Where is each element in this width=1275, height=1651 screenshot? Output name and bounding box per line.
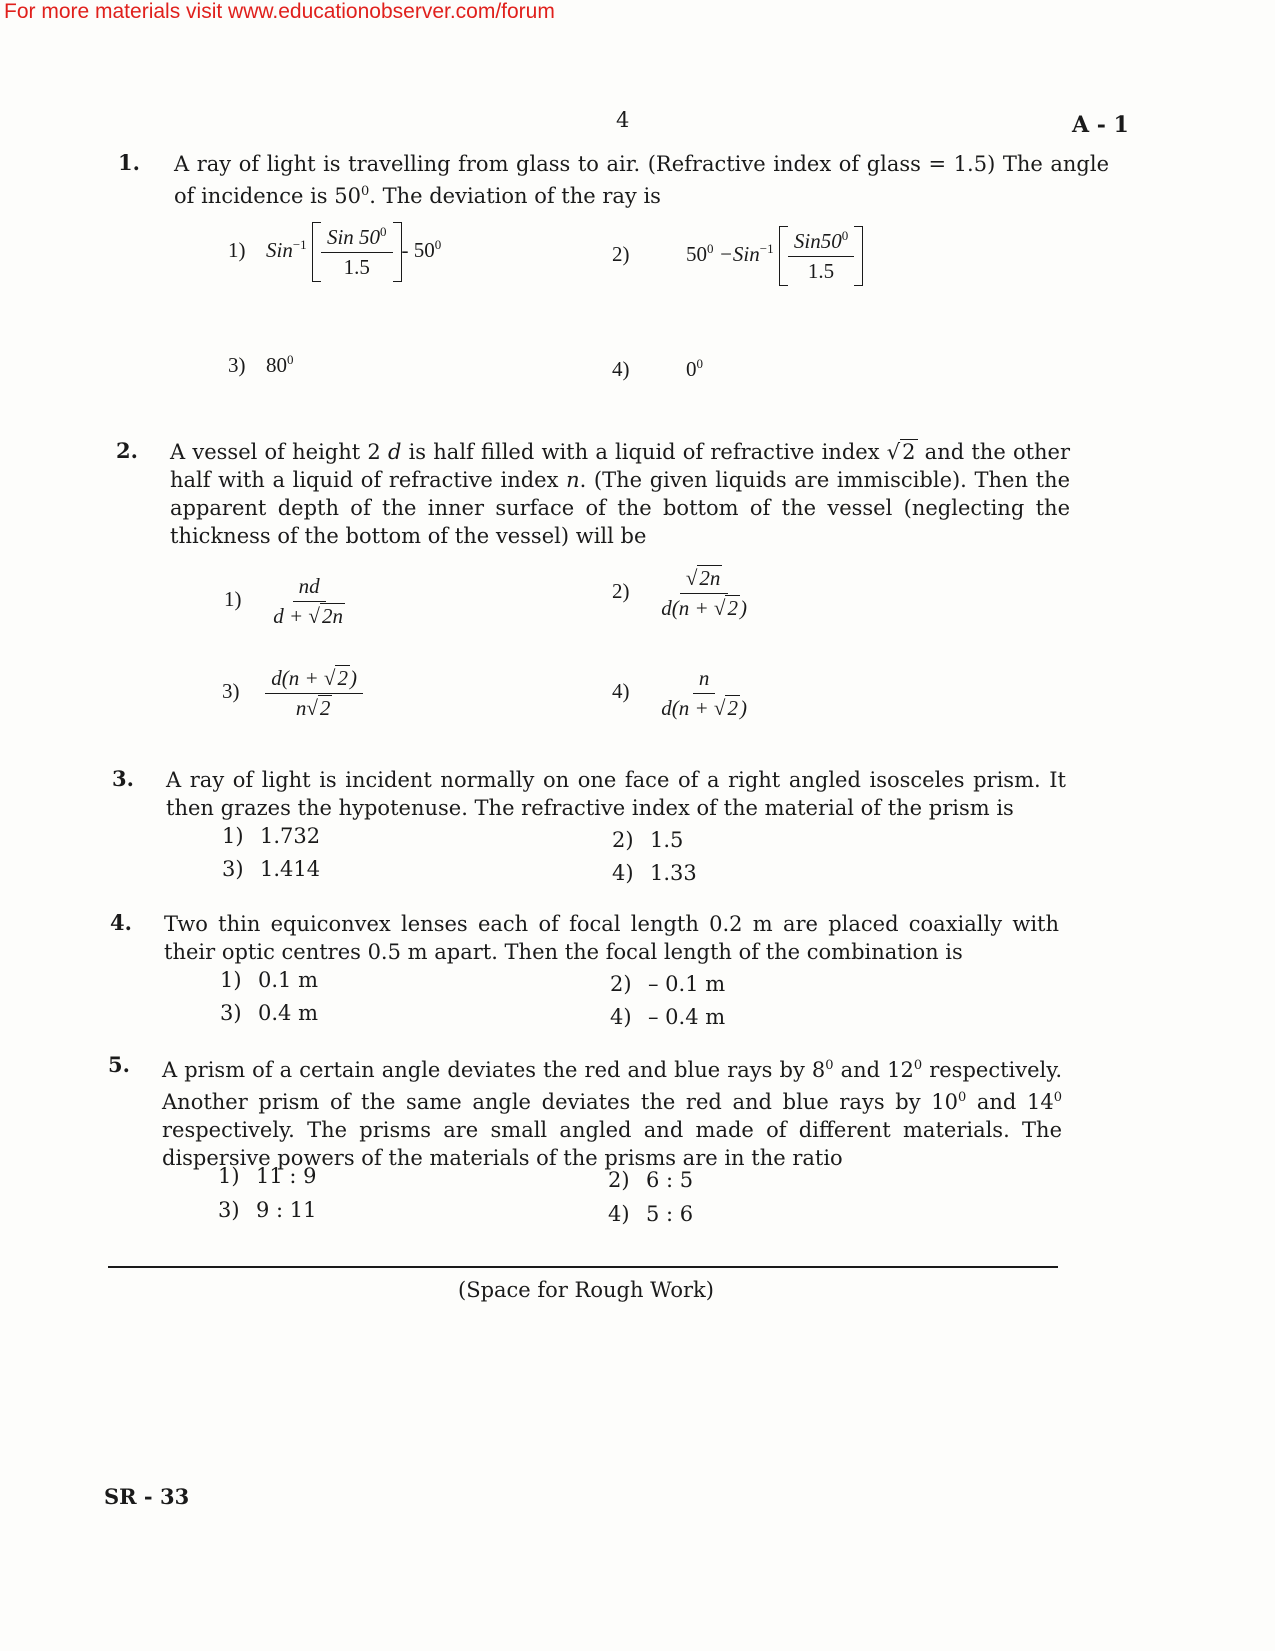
question-number: 2.	[116, 438, 138, 463]
paper-code: A - 1	[1072, 112, 1129, 138]
question-number: 1.	[118, 150, 140, 175]
option: 1) 0.1 m	[220, 968, 318, 992]
question-text: A ray of light is travelling from glass to air. (Refractive index of glass = 1.5) The angle of incidence is $50^0$. The deviation of the ray is	[174, 152, 1109, 208]
option: 3) 1.414	[222, 857, 321, 881]
option: 2) – 0.1 m	[610, 972, 726, 996]
option: 4) 1.33	[612, 861, 697, 885]
option: 1) 1.732	[222, 824, 321, 848]
option: 1) 11 : 9	[218, 1164, 317, 1188]
page-number: 4	[616, 108, 630, 132]
option: 3) 0.4 m	[220, 1001, 318, 1025]
option: 2) $50^0 -Sin^{-1}$ $\frac{Sin50^0}{1.5}$	[612, 226, 863, 286]
option: 4) 5 : 6	[608, 1202, 694, 1226]
option: 2) $\frac{√2n}{d(n + √2)}$	[612, 566, 747, 620]
option: 1) Sin$^{-1}$ $\frac{Sin 50^0}{1.5}$ - $50^0$	[228, 222, 441, 282]
option: 3) $\frac{d(n + √2)}{n√2}$	[222, 666, 363, 721]
option: 4) – 0.4 m	[610, 1005, 726, 1029]
question-text: A ray of light is incident normally on one face of a right angled isosceles prism. It then grazes the hypotenuse. The refractive index of the material of the prism is	[166, 768, 1066, 820]
option: 3) 9 : 11	[218, 1198, 317, 1222]
divider	[108, 1266, 1058, 1268]
option: 4) $0^0$	[612, 356, 703, 381]
question-number: 4.	[110, 910, 132, 935]
rough-work-label: (Space for Rough Work)	[458, 1278, 714, 1302]
option: 2) 1.5	[612, 828, 684, 852]
question-text: Two thin equiconvex lenses each of focal length 0.2 m are placed coaxially with their optic centres 0.5 m apart. Then the focal length of the combination is	[164, 912, 1059, 964]
option: 3) $80^0$	[228, 352, 294, 377]
source-banner: For more materials visit www.educationobserver.com/forum	[4, 0, 555, 23]
option: 2) 6 : 5	[608, 1168, 694, 1192]
footer-code: SR - 33	[104, 1484, 190, 1509]
option: 1) $\frac{nd}{d + √2n}$	[224, 574, 343, 628]
question-text: A vessel of height 2 d is half filled with a liquid of refractive index √2 and the other half with a liquid of refractive index n. (The given liquids are immiscible). Then the apparent depth of the inner surface of the bottom of the vessel (neglecting the thickness of the bottom of the vessel) will be	[170, 440, 1071, 548]
question-number: 3.	[112, 766, 134, 791]
question-number: 5.	[108, 1052, 130, 1077]
question-text: A prism of a certain angle deviates the red and blue rays by $8^0$ and $12^0$ respectively. Another prism of the same angle deviates the red and blue rays by $10^0$ and $14^0$ respectively. The prisms are small angled and made of different materials. The dispersive powers of the materials of the prisms are in the ratio	[162, 1058, 1063, 1170]
option: 4) $\frac{n}{d(n + √2)}$	[612, 666, 747, 720]
